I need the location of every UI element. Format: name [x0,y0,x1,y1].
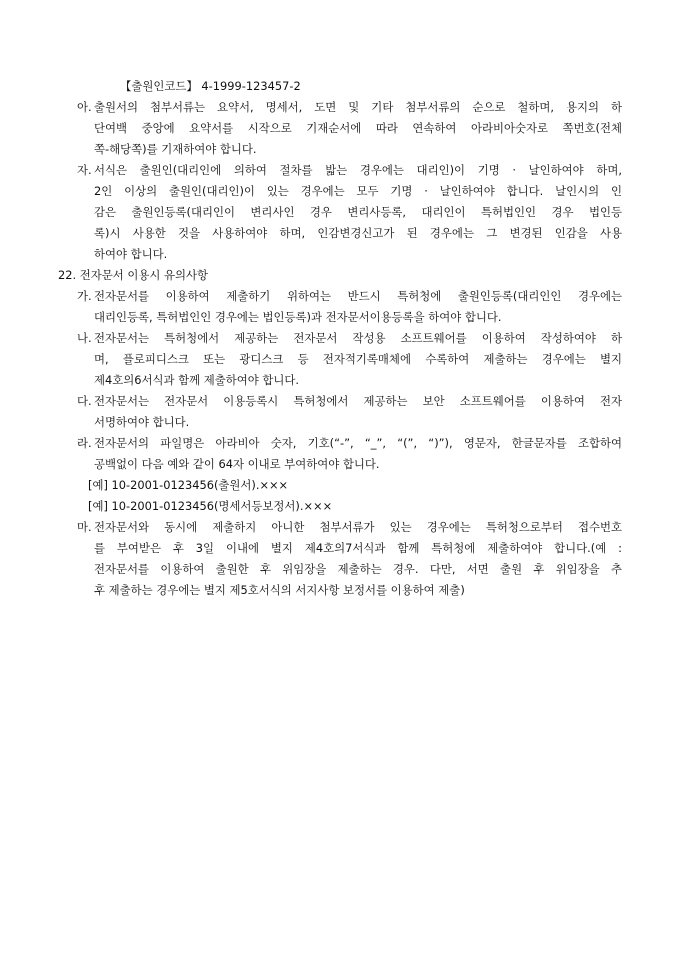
item-label: 나. [77,331,92,345]
item-body [94,160,622,265]
text-line: 후 제출하는 경우에는 별지 제5호서식의 서지사항 보정서를 이용하여 제출) [94,583,465,597]
text-line: 전자문서는 특허청에서 제공하는 전자문서 작성용 소프트웨어를 이용하여 작성하여야 하 [94,331,622,345]
text-line: 며, 플로피디스크 또는 광디스크 등 전자적기록매체에 수록하여 제출하는 경우에는 별지 [94,352,622,366]
item-da [77,391,622,433]
text-line: 전자문서의 파일명은 아라비아 숫자, 기호(“-”, “_”, “(”, “)”), 영문자, 한글문자를 조합하여 [94,436,622,450]
item-ja [77,160,622,265]
text-line: 2인 이상의 출원인(대리인)이 있는 경우에는 모두 기명 · 날인하여야 합니다. 날인시의 인 [94,184,622,198]
text-line: 대리인등록, 특허법인인 경우에는 법인등록)과 전자문서이용등록을 하여야 합니다. [94,310,502,324]
text-line: 출원서의 첨부서류는 요약서, 명세서, 도면 및 기타 첨부서류의 순으로 철하며, 용지의 하 [94,100,622,114]
item-label: 마. [77,520,92,534]
section-22-heading: 22. 전자문서 이용시 유의사항 [58,268,209,282]
document-body [0,76,680,601]
item-label: 자. [77,163,92,177]
text-line: 공백없이 다음 예와 같이 64자 이내로 부여하여야 합니다. [94,457,380,471]
item-body [94,391,622,433]
item-label: 아. [77,100,92,114]
item-body [94,286,622,328]
text-line: 전자문서와 동시에 제출하지 아니한 첨부서류가 있는 경우에는 특허청으로부터 접수번호 [94,520,622,534]
applicant-code-line: 【출원인코드】 4-1999-123457-2 [120,79,301,93]
text-line: 서명하여야 합니다. [94,415,190,429]
item-label: 다. [77,394,92,408]
item-label: 가. [77,289,92,303]
item-body [94,433,622,475]
text-line: 쪽-해당쪽)를 기재하여야 합니다. [94,142,257,156]
text-line: 를 부여받은 후 3일 이내에 별지 제4호의7서식과 함께 특허청에 제출하여야 합니다.(예 : [94,541,622,555]
item-ra [77,433,622,475]
item-body [94,97,622,160]
filename-example: [예] 10-2001-0123456(명세서등보정서).××× [88,499,333,513]
text-line: 단여백 중앙에 요약서를 시작으로 기재순서에 따라 연속하여 아라비아숫자로 쪽번호(전체 [94,121,622,135]
item-ga [77,286,622,328]
item-na [77,328,622,391]
text-line: 전자문서를 이용하여 제출하기 위하여는 반드시 특허청에 출원인등록(대리인인 경우에는 [94,289,622,303]
text-line: 제4호의6서식과 함께 제출하여야 합니다. [94,373,300,387]
item-a [77,97,622,160]
text-line: 서식은 출원인(대리인에 의하여 절차를 밟는 경우에는 대리인)이 기명 · 날인하여야 하며, [94,163,622,177]
item-label: 라. [77,436,92,450]
text-line: 록)시 사용한 것을 사용하여야 하며, 인감변경신고가 된 경우에는 그 변경된 인감을 사용 [94,226,622,240]
text-line: 전자문서를 이용하여 출원한 후 위임장을 제출하는 경우. 다만, 서면 출원 후 위임장을 추 [94,562,622,576]
filename-example: [예] 10-2001-0123456(출원서).××× [88,478,289,492]
text-line: 전자문서는 전자문서 이용등록시 특허청에서 제공하는 보안 소프트웨어를 이용하여 전자 [94,394,622,408]
text-line: 감은 출원인등록(대리인이 변리사인 경우 변리사등록, 대리인이 특허법인인 경우 법인등 [94,205,622,219]
item-body [94,328,622,391]
text-line: 하여야 합니다. [94,247,168,261]
item-ma [77,517,622,601]
item-body [94,517,622,601]
